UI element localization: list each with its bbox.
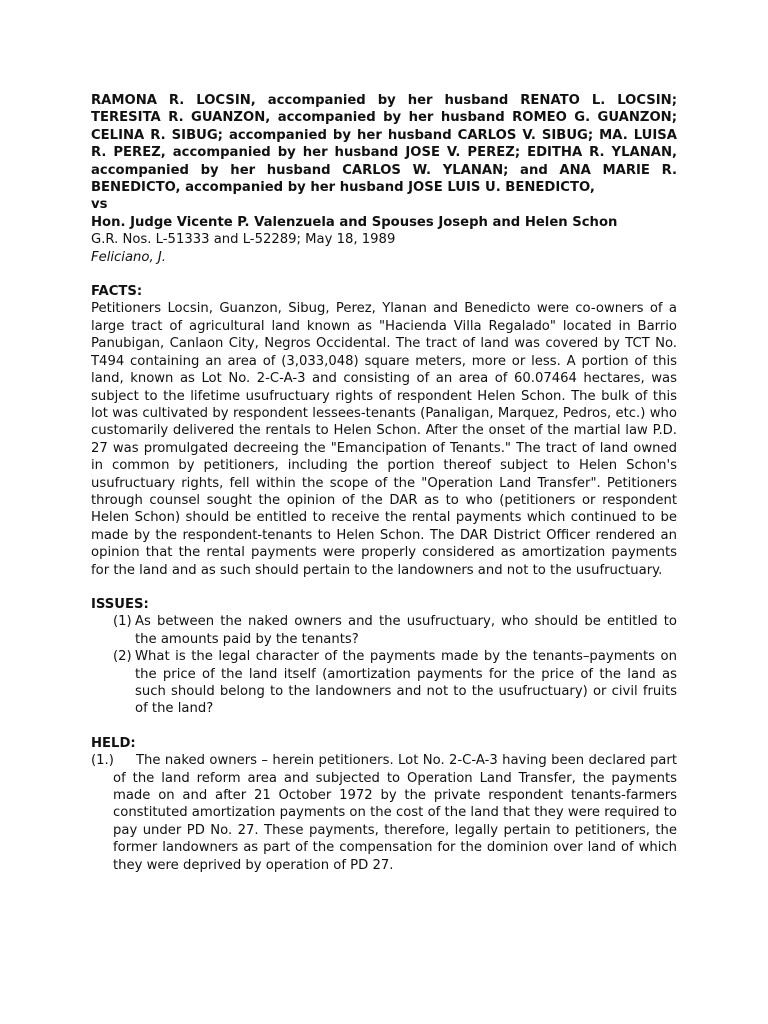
held-number: (1.) — [91, 753, 114, 769]
held-item — [91, 752, 677, 874]
issue-text: What is the legal character of the payments made by the tenants–payments on the price of the land itself (amortization payments for the price of the land as such should belong to the landowners and not to the usufructuary) or civil fruits of the land? — [135, 649, 677, 717]
gr-numbers: G.R. Nos. L-51333 and L-52289; May 18, 1989 — [91, 232, 396, 248]
facts-heading: FACTS: — [91, 284, 143, 300]
issues-list — [91, 613, 677, 717]
case-caption — [91, 92, 677, 266]
ponente: Feliciano, J. — [91, 249, 166, 265]
issue-item — [113, 613, 677, 648]
issue-number: (1) — [113, 614, 132, 630]
held-heading: HELD: — [91, 735, 136, 751]
issue-item — [113, 648, 677, 718]
petitioners-names: RAMONA R. LOCSIN, accompanied by her husband RENATO L. LOCSIN; TERESITA R. GUANZON, accompanied by her husband ROMEO G. GUANZON; CELINA R. SIBUG; accompanied by her husband CARLOS V. SIBUG; MA. LUISA R. PEREZ, accompanied by her husband JOSE V. PEREZ; EDITHA R. YLANAN, accompanied by her husband CARLOS W. YLANAN; and ANA MARIE R. BENEDICTO, accompanied by her husband JOSE LUIS U. BENEDICTO, — [91, 93, 677, 196]
document-page — [91, 92, 677, 874]
issues-heading: ISSUES: — [91, 596, 149, 612]
issue-text: As between the naked owners and the usufructuary, who should be entitled to the amounts paid by the tenants? — [135, 614, 677, 647]
held-list — [91, 752, 677, 874]
facts-body: Petitioners Locsin, Guanzon, Sibug, Perez, Ylanan and Benedicto were co-owners of a large tract of agricultural land known as "Hacienda Villa Regalado" located in Barrio Panubigan, Canlaon City, Negros Occidental. The tract of land was covered by TCT No. T494 containing an area of (3,033,048) square meters, more or less. A portion of this land, known as Lot No. 2-C-A-3 and consisting of an area of 60.07464 hectares, was subject to the lifetime usufructuary rights of respondent Helen Schon. The bulk of this lot was cultivated by respondent lessees-tenants (Panaligan, Marquez, Pedros, etc.) who customarily delivered the rentals to Helen Schon. After the onset of the martial law P.D. 27 was promulgated decreeing the "Emancipation of Tenants." The tract of land owned in common by petitioners, including the portion thereof subject to Helen Schon's usufructuary rights, fell within the scope of the "Operation Land Transfer". Petitioners through counsel sought the opinion of the DAR as to who (petitioners or respondent Helen Schon) should be entitled to receive the rental payments which continued to be made by the respondent-tenants to Helen Schon. The DAR District Officer rendered an opinion that the rental payments were properly considered as amortization payments for the land and as such should pertain to the landowners and not to the usufructuary. — [91, 301, 677, 578]
held-text: The naked owners – herein petitioners. Lot No. 2-C-A-3 having been declared part of the land reform area and subjected to Operation Land Transfer, the payments made on and after 21 October 1972 by the private respondent tenants-farmers constituted amortization payments on the cost of the land that they were required to pay under PD No. 27. These payments, therefore, legally pertain to petitioners, the former landowners as part of the compensation for the dominion over land of which they were deprived by operation of PD 27. — [113, 753, 677, 873]
versus-label: vs — [91, 197, 108, 213]
respondents-names: Hon. Judge Vicente P. Valenzuela and Spouses Joseph and Helen Schon — [91, 214, 618, 230]
issue-number: (2) — [113, 649, 132, 665]
